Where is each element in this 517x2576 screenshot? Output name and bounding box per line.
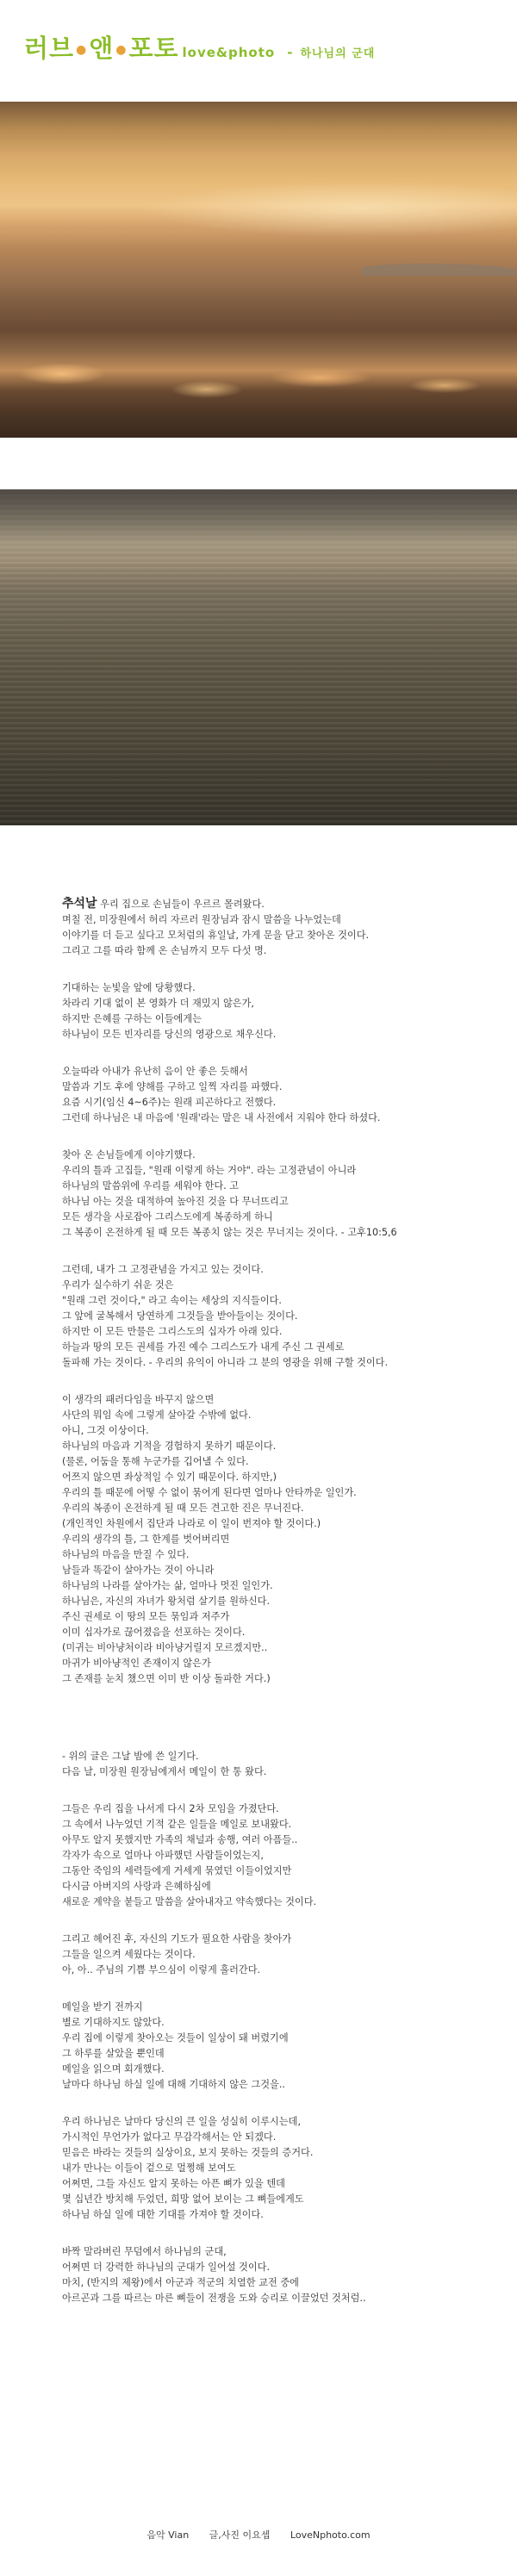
author-credit: 글,사진 이요셉 — [209, 2529, 271, 2541]
line-text: 그들은 우리 집을 나서게 다시 2차 모임을 가졌단다. — [62, 1803, 279, 1814]
article-body — [62, 896, 493, 2328]
text-line — [62, 1832, 493, 1848]
text-line — [62, 1148, 493, 1163]
logo-love: 러브 — [24, 34, 75, 63]
text-line — [62, 2145, 493, 2161]
text-line — [62, 1817, 493, 1832]
text-line — [62, 2000, 493, 2015]
text-line — [62, 1064, 493, 1080]
line-text: 주신 권세로 이 땅의 모든 묶임과 저주가 — [62, 1611, 230, 1622]
text-line — [62, 2161, 493, 2176]
line-text: 그동안 죽임의 세력들에게 거세게 묶였던 이들이었지만 — [62, 1865, 292, 1876]
distant-mountain — [362, 264, 517, 276]
line-text: 돌파해 가는 것이다. - 우리의 유익이 아니라 그 분의 영광을 위해 구할 것이다. — [62, 1357, 389, 1368]
line-text: 메일을 읽으며 회개했다. — [62, 2063, 165, 2075]
paragraph — [62, 980, 493, 1042]
line-text: 그 앞에 굴복해서 당연하게 그것들을 받아들이는 것이다. — [62, 1310, 298, 1322]
line-text: 새로운 계약을 붙들고 말씀을 살아내자고 약속했다는 것이다. — [62, 1896, 317, 1907]
line-text: 오늘따라 아내가 유난히 음이 안 좋은 듯해서 — [62, 1066, 248, 1077]
text-line — [62, 943, 493, 959]
line-text: 하늘과 땅의 모든 권세를 가진 예수 그리스도가 내게 주신 그 권세로 — [62, 1341, 345, 1353]
text-line — [62, 1340, 493, 1355]
site-header — [24, 29, 507, 64]
page-footer — [0, 2528, 517, 2542]
line-text: 하나님의 말씀위에 우리를 세워야 한다. 고 — [62, 1180, 240, 1192]
text-line — [62, 1408, 493, 1423]
text-line — [62, 2062, 493, 2077]
line-text: "원래 그런 것이다," 라고 속이는 세상의 지식들이다. — [62, 1295, 282, 1306]
line-text: 차라리 기대 없이 본 영화가 더 재밌지 않은가, — [62, 998, 254, 1009]
line-text: 다음 날, 미장원 원장님에게서 메일이 한 통 왔다. — [62, 1766, 267, 1777]
text-line — [62, 1423, 493, 1439]
line-text: 하나님의 마음과 기적을 경험하지 못하기 때문이다. — [62, 1440, 277, 1452]
line-text: 하나님 하실 일에 대한 기대를 가져야 할 것이다. — [62, 2209, 264, 2220]
line-text: 어쩌면, 그들 자신도 알지 못하는 아픈 뼈가 있을 텐데 — [62, 2178, 285, 2189]
text-line — [62, 1454, 493, 1470]
line-text: 사단의 뭐임 속에 그렇게 살아갈 수밖에 없다. — [62, 1409, 252, 1421]
text-line — [62, 1947, 493, 1963]
text-line — [62, 1278, 493, 1293]
line-text: 남들과 똑같이 살아가는 것이 아니라 — [62, 1565, 215, 1576]
cloud-band — [0, 489, 517, 558]
line-text: 몇 십년간 방치해 두었던, 희망 없어 보이는 그 뼈들에게도 — [62, 2193, 304, 2205]
text-line — [62, 1293, 493, 1309]
line-text: 그런데 하나님은 내 마음에 '원래'라는 말은 내 사전에서 지워야 한다 하셨다. — [62, 1112, 381, 1123]
line-text: 찾아 온 손님들에게 이야기했다. — [62, 1149, 196, 1160]
line-text: 우리의 틀과 고집들, "원래 이렇게 하는 거야". 라는 고정관념이 아니라 — [62, 1165, 357, 1176]
text-line — [62, 2291, 493, 2306]
text-line — [62, 1179, 493, 1194]
text-line — [62, 1932, 493, 1947]
text-line — [62, 1516, 493, 1532]
line-text: 며칠 전, 미장원에서 허리 자르러 원장님과 잠시 말씀을 나누었는데 — [62, 914, 341, 925]
music-credit: 음악 Vian — [146, 2529, 190, 2541]
line-text: 마치, (반지의 제왕)에서 아군과 적군의 치열한 교전 중에 — [62, 2277, 299, 2288]
text-line — [62, 2114, 493, 2130]
line-text: 모든 생각을 사로잡아 그리스도에게 복종하게 하니 — [62, 1211, 273, 1223]
text-line — [62, 1485, 493, 1501]
line-text: - 위의 글은 그날 밤에 쓴 일기다. — [62, 1751, 199, 1762]
site-link[interactable]: LoveNphoto.com — [290, 2529, 371, 2541]
paragraph — [62, 2244, 493, 2306]
line-text: 우리 하나님은 날마다 당신의 큰 일을 성실히 이루시는데, — [62, 2116, 302, 2127]
text-line — [62, 1640, 493, 1656]
text-line — [62, 1764, 493, 1780]
text-line — [62, 1027, 493, 1042]
line-text: 날마다 하나님 하실 일에 대해 기대하지 않은 그것을.. — [62, 2079, 285, 2090]
text-line — [62, 1501, 493, 1516]
text-line — [62, 1578, 493, 1594]
line-text: 각자가 속으로 얼마나 아파했던 사람들이었는지, — [62, 1850, 264, 1861]
paragraph — [62, 1064, 493, 1126]
text-line — [62, 1439, 493, 1454]
text-line — [62, 1163, 493, 1179]
text-line — [62, 2077, 493, 2093]
line-text: 말씀과 기도 후에 양해를 구하고 일찍 자리를 파했다. — [62, 1081, 283, 1092]
text-line — [62, 1111, 493, 1126]
line-text: 하지만 은혜를 구하는 이들에게는 — [62, 1013, 202, 1024]
logo-and: 앤 — [89, 34, 115, 63]
text-line — [62, 1392, 493, 1408]
text-line — [62, 1194, 493, 1210]
line-text: 메일을 받기 전까지 — [62, 2001, 143, 2013]
line-text: 그 존재를 눈치 챘으면 이미 반 이상 돌파한 거다.) — [62, 1673, 271, 1684]
line-text: 그리고 그를 따라 함께 온 손님까지 모두 다섯 명. — [62, 945, 267, 956]
paragraph — [62, 1392, 493, 1687]
line-text: 우리의 틀 때문에 어떻 수 없이 묶어게 된다면 얼마나 안타까운 일인가. — [62, 1487, 357, 1498]
site-logo[interactable] — [24, 29, 507, 65]
text-line — [62, 980, 493, 996]
text-line — [62, 1963, 493, 1978]
paragraph — [62, 1262, 493, 1371]
paragraph — [62, 2000, 493, 2093]
text-line — [62, 996, 493, 1011]
text-line — [62, 928, 493, 943]
ocean-horizon-photo — [0, 489, 517, 825]
text-line — [62, 1848, 493, 1864]
text-line — [62, 1895, 493, 1910]
line-text: 하지만 이 모든 만물은 그리스도의 십자가 아래 있다. — [62, 1326, 283, 1337]
text-line — [62, 1011, 493, 1027]
text-line — [62, 2260, 493, 2275]
logo-photo: 포토 — [128, 34, 179, 63]
line-text: 이 생각의 패러다임을 바꾸지 않으면 — [62, 1394, 215, 1405]
line-text: 아무도 알지 못했지만 가족의 채널과 송행, 여러 아픔들.. — [62, 1834, 298, 1845]
logo-dot-icon: ● — [115, 43, 128, 57]
paragraph — [62, 1932, 493, 1978]
page-title: 하나님의 군대 — [300, 47, 376, 60]
line-text: 내가 만나는 이들이 겉으로 멀쩡해 보여도 — [62, 2162, 236, 2174]
text-line — [62, 1324, 493, 1340]
text-line — [62, 1879, 493, 1895]
line-text: 우리의 복종이 온전하게 될 때 모든 견고한 진은 무너진다. — [62, 1503, 304, 1514]
line-text: 어쯔지 않으면 좌상적일 수 있기 때문이다. 하지만,) — [62, 1472, 277, 1483]
line-text: 그리고 헤어진 후, 자신의 기도가 필요한 사람을 찾아가 — [62, 1933, 292, 1944]
logo-dot-icon: ● — [76, 43, 88, 57]
paragraph — [62, 896, 493, 959]
line-text: (미귀는 비아냥처이라 비아냥거릴지 모르겠지만.. — [62, 1642, 268, 1653]
line-text: 가시적인 무언가가 없다고 무감각해서는 안 되겠다. — [62, 2131, 277, 2143]
text-line — [62, 1547, 493, 1563]
line-text: 아, 아.. 주님의 기쁨 부으심이 이렇게 흘러간다. — [62, 1964, 261, 1976]
line-text: (개인적인 차원에서 집단과 나라로 이 일이 번져야 할 것이다.) — [62, 1518, 321, 1529]
line-text: 그 복종이 온전하게 될 때 모든 복종치 않는 것은 무너지는 것이다. - 고후10:5,6 — [62, 1227, 397, 1238]
text-line — [62, 1749, 493, 1764]
line-text: 아르곤과 그를 따르는 마른 뼈들이 전쟁을 도와 승리로 이끌었던 것처럼.. — [62, 2293, 366, 2304]
text-line — [62, 1080, 493, 1095]
text-line — [62, 1801, 493, 1817]
line-text: 그들을 일으켜 세웠다는 것이다. — [62, 1949, 196, 1960]
logo-subtitle: love&photo — [182, 45, 276, 60]
line-text: 아니, 그것 이상이다. — [62, 1425, 149, 1436]
text-line — [62, 1262, 493, 1278]
line-text: 마귀가 비아냥적인 존재이지 않은가 — [62, 1658, 211, 1669]
text-line — [62, 1656, 493, 1671]
line-text: 그 하루를 살았을 뿐인데 — [62, 2048, 165, 2059]
line-text: 어쩌면 더 강력한 하나님의 군대가 일어설 것이다. — [62, 2262, 271, 2273]
line-text: 우리의 생각의 틀, 그 한계를 벗어버리면 — [62, 1534, 230, 1545]
paragraph — [62, 1749, 493, 1780]
line-text: 바짝 말라버린 무덤에서 하나님의 군대, — [62, 2246, 227, 2257]
text-line — [62, 1210, 493, 1225]
lead-word: 추석날 — [62, 897, 97, 911]
line-text: 하나님 아는 것을 대적하여 높아진 것을 다 무너뜨리고 — [62, 1196, 289, 1207]
line-text: 다시금 아버지의 사랑과 은혜하심에 — [62, 1881, 211, 1892]
paragraph — [62, 1801, 493, 1910]
line-text: 별로 기대하지도 않았다. — [62, 2017, 165, 2028]
text-line — [62, 1095, 493, 1111]
line-text: 우리가 실수하기 쉬운 것은 — [62, 1279, 174, 1291]
text-line — [62, 1671, 493, 1687]
paragraph — [62, 1148, 493, 1241]
line-text: 이야기를 더 듣고 싶다고 모처럼의 휴일날, 가게 문을 닫고 찾아온 것이다. — [62, 930, 370, 941]
text-line — [62, 2046, 493, 2062]
line-text: 하나님은, 자신의 자녀가 왕처럼 살기를 원하신다. — [62, 1596, 271, 1607]
text-line — [62, 912, 493, 928]
text-line — [62, 896, 493, 912]
text-line — [62, 2176, 493, 2192]
text-line — [62, 1864, 493, 1879]
line-text: 그 속에서 나누었던 기적 같은 일들을 메일로 보내왔다. — [62, 1819, 292, 1830]
text-line — [62, 2031, 493, 2046]
line-text: 그런데, 내가 그 고정관념을 가지고 있는 것이다. — [62, 1264, 264, 1275]
line-text: 우리 집에 이렇게 찾아오는 것들이 일상이 돼 버렸기에 — [62, 2032, 289, 2044]
golden-clouds — [0, 343, 517, 420]
line-text: 믿음은 바라는 것들의 실상이요, 보지 못하는 것들의 증거다. — [62, 2147, 314, 2158]
text-line — [62, 1625, 493, 1640]
paragraph-spacer — [62, 1708, 493, 1727]
line-text: 하나님의 나라를 살아가는 삶, 얼마나 멋진 일인가. — [62, 1580, 273, 1591]
text-line — [62, 2275, 493, 2291]
text-line — [62, 1594, 493, 1609]
text-line — [62, 1225, 493, 1241]
line-text: 하나님이 모든 빈자리를 당신의 영광으로 채우신다. — [62, 1029, 277, 1040]
text-line — [62, 1470, 493, 1485]
text-line — [62, 2015, 493, 2031]
text-line — [62, 1532, 493, 1547]
line-text: 이미 십자가로 끊어졌음을 선포하는 것이다. — [62, 1627, 246, 1638]
paragraph — [62, 2114, 493, 2223]
text-line — [62, 1355, 493, 1371]
text-line — [62, 1563, 493, 1578]
text-line — [62, 1609, 493, 1625]
text-line — [62, 1309, 493, 1324]
line-text: (물론, 어둠을 통해 누군가를 깁어낼 수 있다. — [62, 1456, 249, 1467]
text-line — [62, 2244, 493, 2260]
line-text: 요즘 시기(임신 4~6주)는 원래 피곤하다고 전했다. — [62, 1097, 277, 1108]
line-text: 우리 집으로 손님들이 우르르 몰려왔다. — [97, 899, 265, 910]
line-text: 기대하는 눈빛을 앞에 당황했다. — [62, 982, 196, 993]
text-line — [62, 2130, 493, 2145]
line-text: 하나님의 마음을 만질 수 있다. — [62, 1549, 190, 1560]
title-separator: - — [287, 45, 294, 60]
text-line — [62, 2192, 493, 2207]
sunset-sky-photo — [0, 102, 517, 438]
text-line — [62, 2207, 493, 2223]
